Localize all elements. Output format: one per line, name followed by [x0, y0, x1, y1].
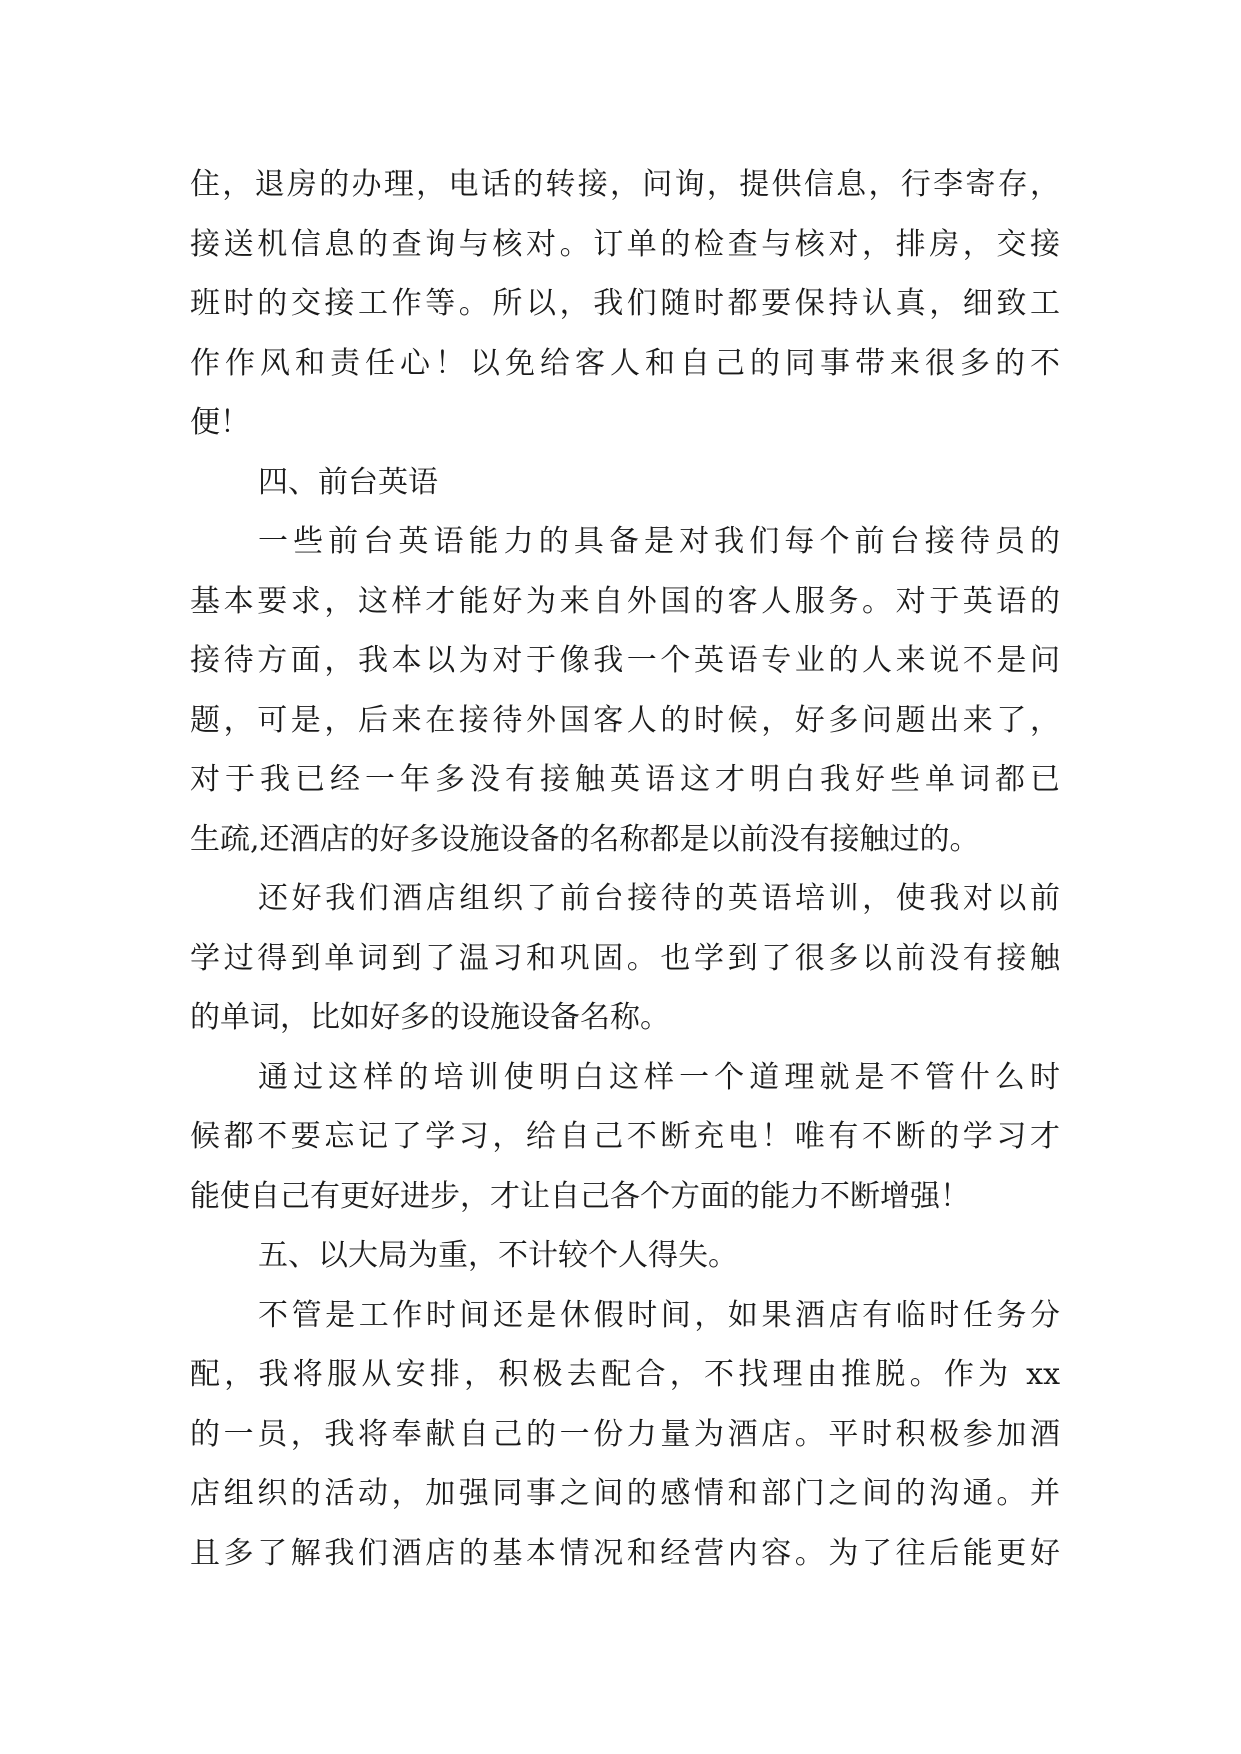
text-line: 对于我已经一年多没有接触英语这才明白我好些单词都已 — [190, 762, 1060, 797]
section-heading: 五、以大局为重，不计较个人得失。 — [258, 1238, 738, 1273]
text-line: 接送机信息的查询与核对。订单的检查与核对，排房，交接 — [190, 226, 1060, 262]
text-line: 且多了解我们酒店的基本情况和经营内容。为了往后能更好 — [190, 1535, 1060, 1571]
text-line: 不管是工作时间还是休假时间，如果酒店有临时任务分 — [258, 1297, 1060, 1333]
document-body — [190, 155, 1060, 1583]
text-line: 班时的交接工作等。所以，我们随时都要保持认真，细致工 — [190, 286, 1060, 321]
section-heading: 四、前台英语 — [258, 464, 438, 500]
text-line: 题，可是，后来在接待外国客人的时候，好多问题出来了， — [190, 702, 1060, 738]
text-line: 还好我们酒店组织了前台接待的英语培训，使我对以前 — [258, 881, 1060, 916]
text-line: 便！ — [190, 405, 250, 440]
text-line: 接待方面，我本以为对于像我一个英语专业的人来说不是问 — [190, 643, 1060, 678]
text-line: 作作风和责任心！以免给客人和自己的同事带来很多的不 — [190, 345, 1060, 381]
text-line: 的一员，我将奉献自己的一份力量为酒店。平时积极参加酒 — [190, 1416, 1060, 1452]
text-line: 通过这样的培训使明白这样一个道理就是不管什么时 — [258, 1059, 1060, 1095]
text-line: 的单词，比如好多的设施设备名称。 — [190, 1000, 670, 1035]
text-line: 能使自己有更好进步，才让自己各个方面的能力不断增强！ — [190, 1178, 970, 1214]
text-line: 配，我将服从安排，积极去配合，不找理由推脱。作为 xx — [190, 1357, 1060, 1392]
text-line: 住，退房的办理，电话的转接，问询，提供信息，行李寄存， — [190, 167, 1060, 202]
text-line: 生疏,还酒店的好多设施设备的名称都是以前没有接触过的。 — [190, 821, 980, 857]
text-line: 一些前台英语能力的具备是对我们每个前台接待员的 — [258, 524, 1060, 559]
text-line: 候都不要忘记了学习，给自己不断充电！唯有不断的学习才 — [190, 1119, 1060, 1154]
text-line: 店组织的活动，加强同事之间的感情和部门之间的沟通。并 — [190, 1476, 1060, 1511]
text-line: 学过得到单词到了温习和巩固。也学到了很多以前没有接触 — [190, 940, 1060, 976]
text-line: 基本要求，这样才能好为来自外国的客人服务。对于英语的 — [190, 583, 1060, 619]
